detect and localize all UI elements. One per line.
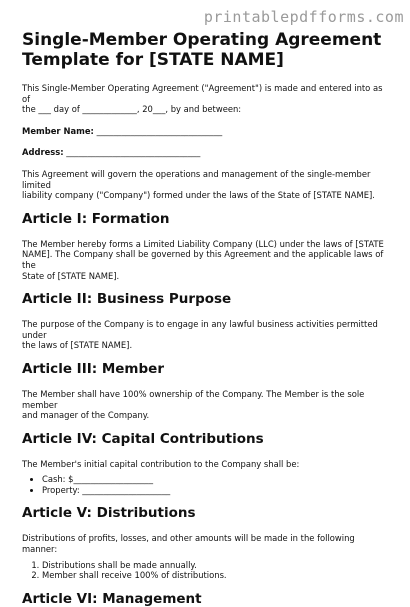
member-name-field [22, 126, 392, 137]
article-3-line-1: The Member shall have 100% ownership of the Company. The Member is the sole member [22, 388, 365, 410]
article-4-body [22, 459, 392, 470]
governing-line-2: liability company ("Company") formed under the laws of the State of [STATE NAME]. [22, 190, 375, 201]
article-4-heading: Article IV: Capital Contributions [22, 430, 264, 447]
document-title [22, 30, 392, 70]
article-6-heading: Article VI: Management [22, 590, 202, 607]
intro-line-1: This Single-Member Operating Agreement ("Agreement") is made and entered into as of [22, 83, 383, 104]
title-line-2: Template for [STATE NAME] [22, 50, 284, 70]
article-1-heading: Article I: Formation [22, 210, 170, 227]
article-5-heading: Article V: Distributions [22, 505, 196, 522]
capital-contribution-list [22, 474, 392, 495]
list-item-annual: 1. Distributions shall be made annually. [42, 560, 392, 571]
member-name-label: Member Name: [22, 125, 94, 136]
governing-line-1: This Agreement will govern the operations and management of the single-member limited [22, 168, 371, 190]
article-1-body [22, 239, 392, 281]
governing-paragraph [22, 169, 392, 201]
list-item-cash: • Cash: $___________________ [42, 474, 392, 485]
document-page [22, 30, 392, 607]
address-field [22, 147, 392, 158]
intro-line-2: the ___ day of _____________, 20___, by and between: [22, 104, 242, 115]
article-1-line-3: State of [STATE NAME]. [22, 270, 120, 281]
intro-paragraph [22, 83, 392, 115]
title-line-1: Single-Member Operating Agreement [22, 30, 382, 50]
article-3-line-2: and manager of the Company. [22, 410, 150, 421]
address-label: Address: [22, 147, 64, 158]
article-2-line-1: The purpose of the Company is to engage in any lawful business activities permitted under [22, 319, 378, 340]
article-5-line-1: Distributions of profits, losses, and other amounts will be made in the following manner: [22, 533, 355, 555]
list-item-property: • Property: _____________________ [42, 485, 392, 496]
article-2-heading: Article II: Business Purpose [22, 291, 232, 308]
member-name-blank: ______________________________ [96, 125, 223, 136]
article-1-line-2: NAME]. The Company shall be governed by this Agreement and the applicable laws of the [22, 249, 384, 270]
article-4-line-1: The Member's initial capital contribution to the Company shall be: [22, 458, 300, 469]
distribution-list [22, 560, 392, 581]
article-3-heading: Article III: Member [22, 360, 164, 377]
article-1-line-1: The Member hereby forms a Limited Liability Company (LLC) under the laws of [STATE [22, 238, 384, 249]
article-2-line-2: the laws of [STATE NAME]. [22, 340, 133, 351]
address-blank: ________________________________ [66, 147, 201, 158]
article-2-body [22, 319, 392, 351]
list-item-share: 2. Member shall receive 100% of distributions. [42, 570, 392, 581]
article-5-body [22, 533, 392, 554]
article-3-body [22, 389, 392, 421]
watermark: printablepdfforms.com [203, 8, 404, 26]
